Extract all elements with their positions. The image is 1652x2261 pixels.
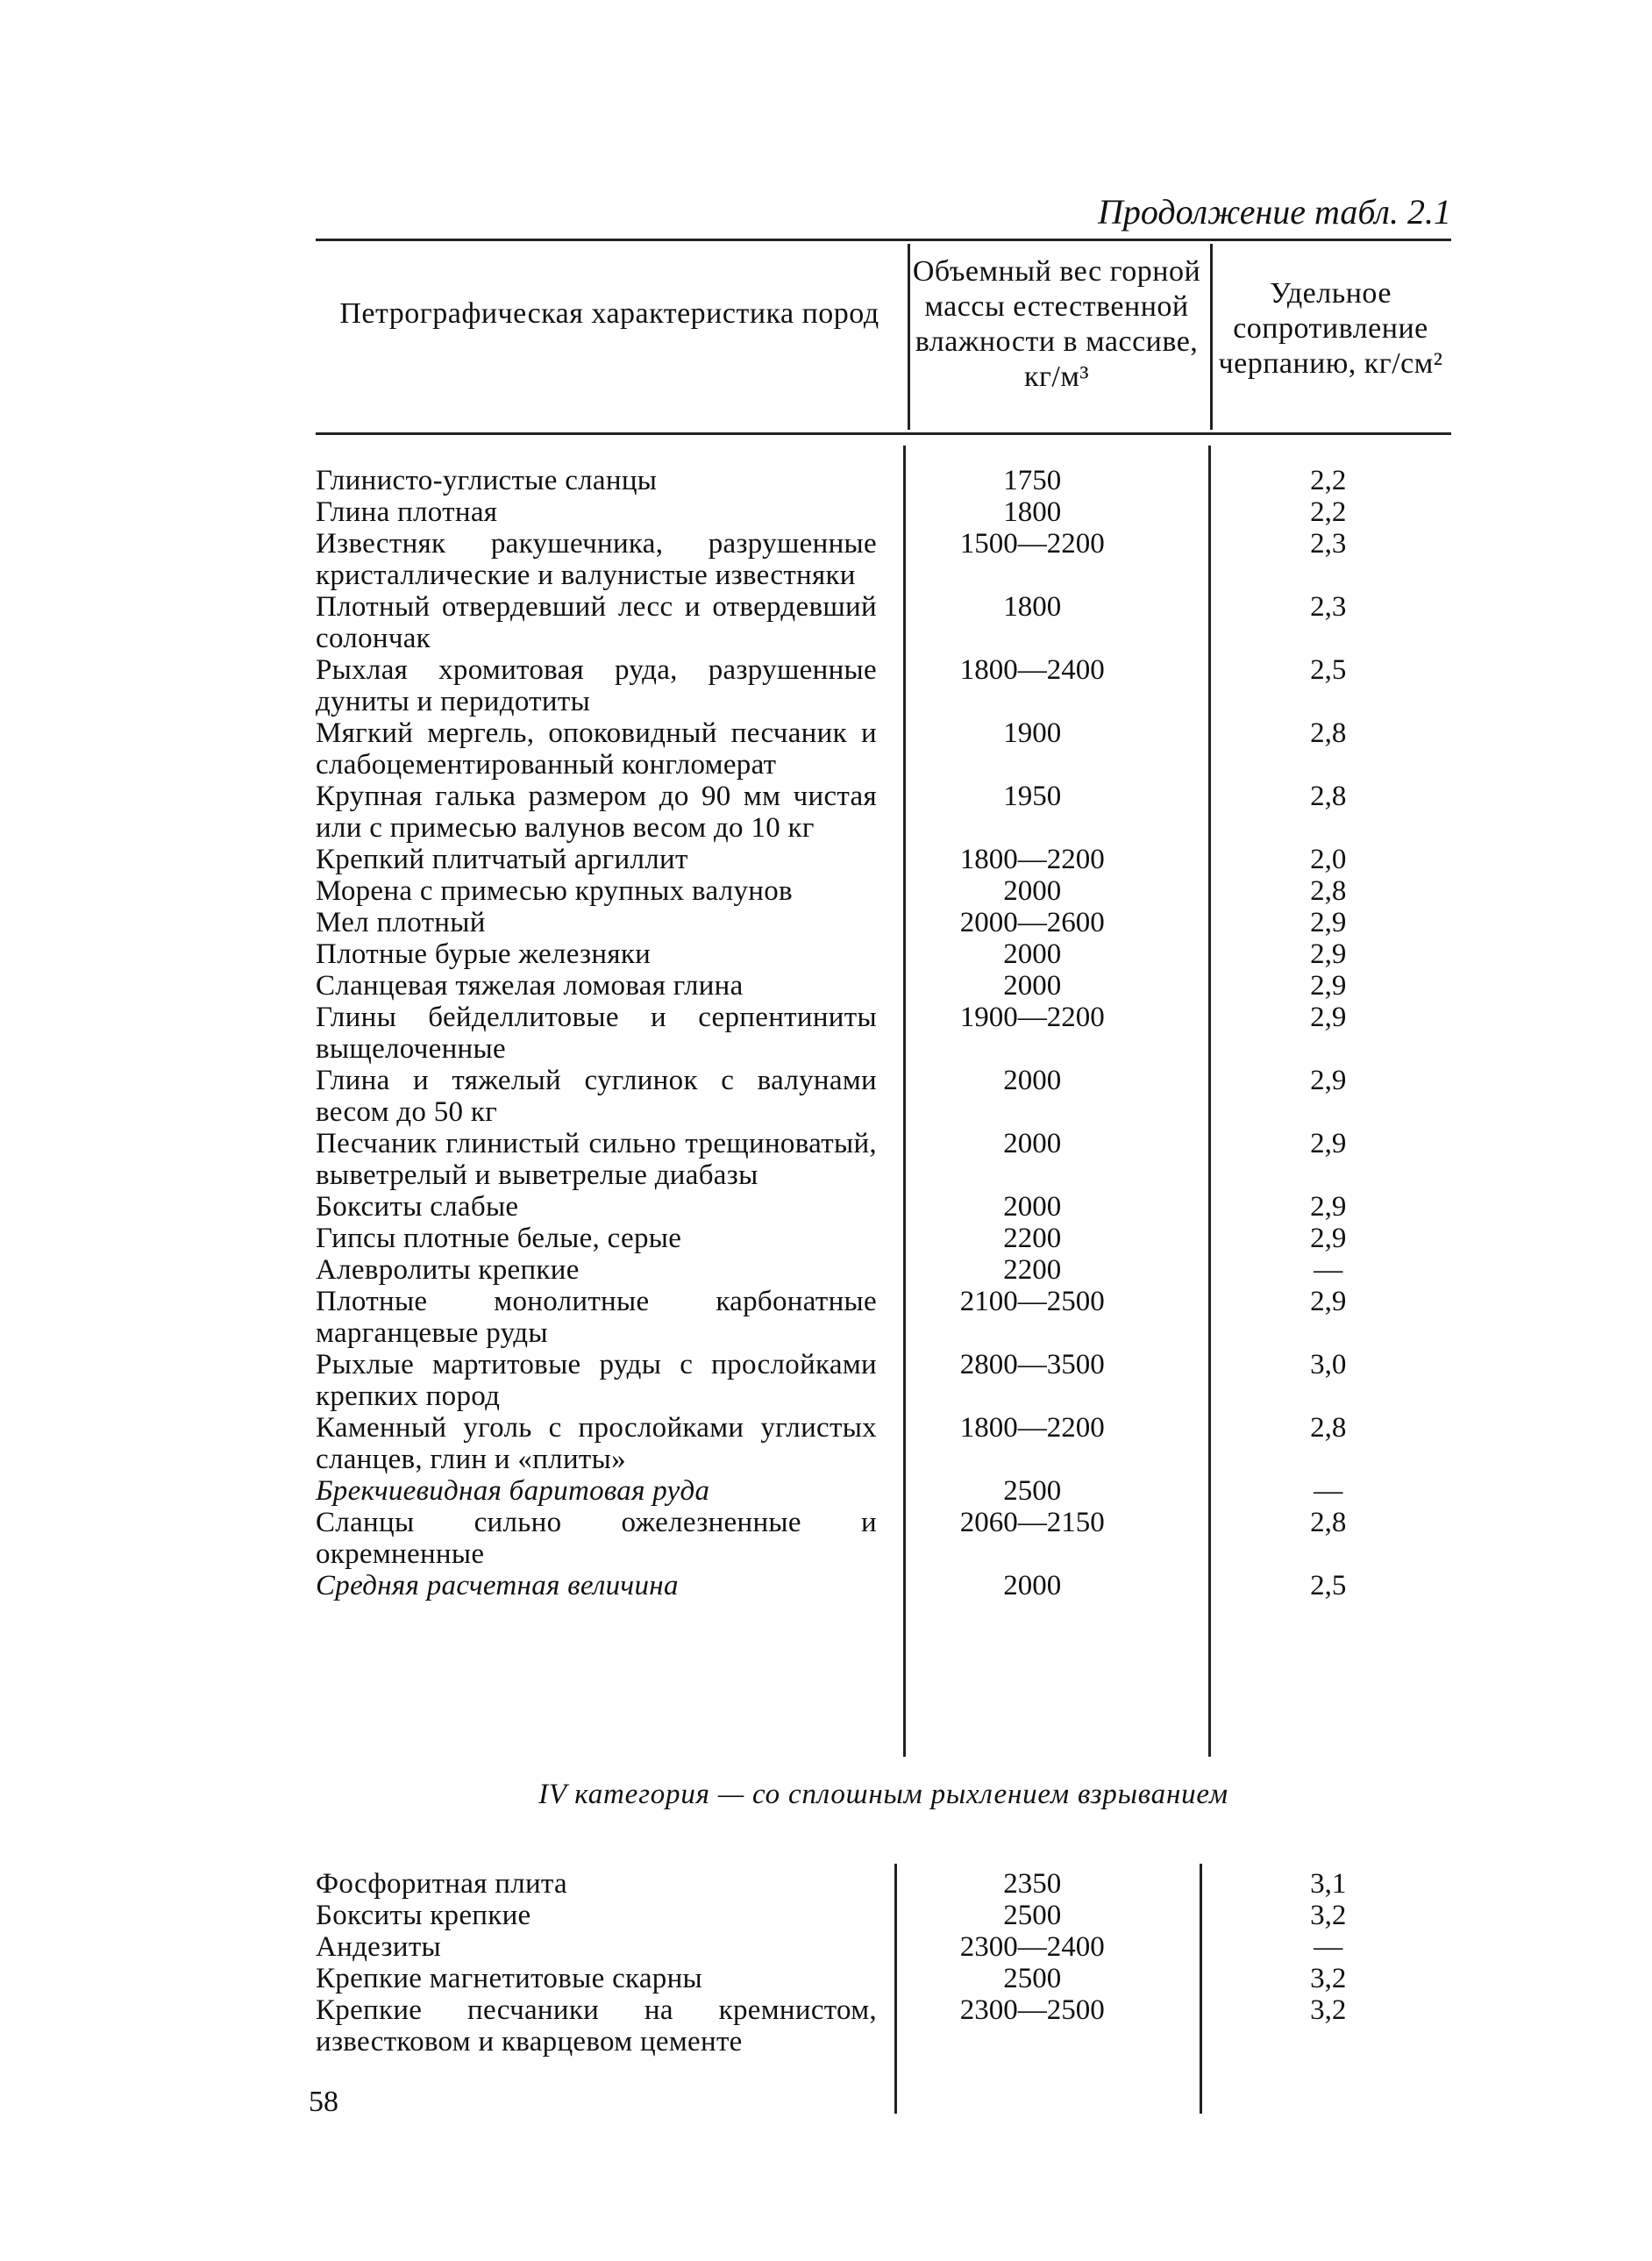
digging-resistance: 2,2 bbox=[1310, 465, 1347, 496]
table-row bbox=[316, 1868, 1451, 1900]
digging-resistance: 2,9 bbox=[1310, 1065, 1347, 1096]
rock-name: Мягкий мергель, опоковидный песчаник и слабоцементированный конгломерат bbox=[316, 717, 877, 781]
digging-resistance: 2,5 bbox=[1310, 1570, 1347, 1601]
volume-weight: 2300—2400 bbox=[959, 1931, 1105, 1963]
volume-weight: 1800—2200 bbox=[959, 844, 1105, 875]
table-row bbox=[316, 875, 1451, 907]
digging-resistance: 2,3 bbox=[1310, 591, 1347, 623]
volume-weight: 2000 bbox=[1003, 1128, 1062, 1159]
category-title: IV категория — со сплошным рыхлением взрыванием bbox=[538, 1779, 1228, 1810]
rock-name: Рыхлая хромитовая руда, разрушенные дуниты и перидотиты bbox=[316, 654, 877, 717]
digging-resistance: 2,9 bbox=[1310, 907, 1347, 938]
table-row bbox=[316, 844, 1451, 875]
digging-resistance: 2,8 bbox=[1310, 781, 1347, 812]
digging-resistance: 2,8 bbox=[1310, 875, 1347, 907]
rock-name: Мел плотный bbox=[316, 907, 486, 938]
rock-name: Плотный отвердевший лесс и отвердевший солончак bbox=[316, 591, 877, 654]
volume-weight: 1800 bbox=[1003, 591, 1062, 623]
volume-weight: 2300—2500 bbox=[959, 1994, 1105, 2026]
rock-name: Морена с примесью крупных валунов bbox=[316, 875, 793, 907]
rock-name: Алевролиты крепкие bbox=[316, 1254, 580, 1286]
volume-weight: 2500 bbox=[1003, 1475, 1062, 1507]
rock-name: Крепкий плитчатый аргиллит bbox=[316, 844, 688, 875]
digging-resistance: 2,8 bbox=[1310, 1507, 1347, 1538]
volume-weight: 2200 bbox=[1003, 1254, 1062, 1286]
volume-weight: 2800—3500 bbox=[959, 1349, 1105, 1380]
rock-name: Андезиты bbox=[316, 1931, 442, 1963]
rock-name: Плотные монолитные карбонатные марганцевые руды bbox=[316, 1286, 877, 1349]
table-row bbox=[316, 496, 1451, 528]
table-caption: Продолжение табл. 2.1 bbox=[1097, 192, 1451, 232]
table-row bbox=[316, 1931, 1451, 1963]
digging-resistance: 3,0 bbox=[1310, 1349, 1347, 1380]
volume-weight: 2000 bbox=[1003, 1191, 1062, 1223]
rock-name: Крупная галька размером до 90 мм чистая или с примесью валунов весом до 10 кг bbox=[316, 781, 877, 844]
digging-resistance: 3,2 bbox=[1310, 1994, 1347, 2026]
volume-weight: 2500 bbox=[1003, 1900, 1062, 1931]
volume-weight: 1800—2200 bbox=[959, 1412, 1105, 1444]
rock-name: Бокситы слабые bbox=[316, 1191, 519, 1223]
digging-resistance: 3,2 bbox=[1310, 1900, 1347, 1931]
table-row bbox=[316, 1994, 1451, 2058]
rock-name: Глина плотная bbox=[316, 496, 498, 528]
header-rock-description: Петрографическая характеристика пород bbox=[339, 297, 879, 330]
rock-name: Рыхлые мартитовые руды с прослойками крепких пород bbox=[316, 1349, 877, 1412]
header-top-rule bbox=[316, 239, 1451, 241]
table-row bbox=[316, 1223, 1451, 1254]
digging-resistance: 2,8 bbox=[1310, 1412, 1347, 1444]
rock-name: Каменный уголь с прослойками углистых сланцев, глин и «плиты» bbox=[316, 1412, 877, 1475]
table-row bbox=[316, 1507, 1451, 1570]
digging-resistance: 3,2 bbox=[1310, 1963, 1347, 1994]
table-row bbox=[316, 591, 1451, 654]
header-volume-weight: Объемный вес горной массы естественной влажности в массиве, кг/м³ bbox=[912, 255, 1201, 393]
rock-name: Брекчиевидная баритовая руда bbox=[316, 1475, 710, 1507]
rock-name: Сланцы сильно ожелезненные и окремненные bbox=[316, 1507, 877, 1570]
table-row bbox=[316, 938, 1451, 970]
volume-weight: 2350 bbox=[1003, 1868, 1062, 1900]
table-row bbox=[316, 1128, 1451, 1191]
volume-weight: 2000 bbox=[1003, 875, 1062, 907]
table-row bbox=[316, 1963, 1451, 1994]
digging-resistance: 2,9 bbox=[1310, 970, 1347, 1002]
rock-name: Фосфоритная плита bbox=[316, 1868, 568, 1900]
rock-name: Крепкие магнетитовые скарны bbox=[316, 1963, 703, 1994]
volume-weight: 1750 bbox=[1003, 465, 1062, 496]
rock-name: Песчаник глинистый сильно трещиноватый, выветрелый и выветрелые диабазы bbox=[316, 1128, 877, 1191]
rock-name: Средняя расчетная величина bbox=[316, 1570, 679, 1601]
header-resistance: Удельное сопротивление черпанию, кг/см² bbox=[1218, 277, 1443, 380]
volume-weight: 1800 bbox=[1003, 496, 1062, 528]
volume-weight: 2060—2150 bbox=[959, 1507, 1105, 1538]
volume-weight: 1900—2200 bbox=[959, 1002, 1105, 1033]
table-row bbox=[316, 1002, 1451, 1065]
table-row bbox=[316, 528, 1451, 591]
table-row bbox=[316, 654, 1451, 717]
table-row bbox=[316, 1412, 1451, 1475]
digging-resistance: — bbox=[1314, 1254, 1343, 1286]
rock-name: Крепкие песчаники на кремнистом, известковом и кварцевом цементе bbox=[316, 1994, 877, 2058]
digging-resistance: 2,8 bbox=[1310, 717, 1347, 749]
rock-name: Известняк ракушечника, разрушенные кристаллические и валунистые известняки bbox=[316, 528, 877, 591]
table-row bbox=[316, 1475, 1451, 1507]
table-row bbox=[316, 717, 1451, 781]
table-row bbox=[316, 465, 1451, 496]
digging-resistance: 2,9 bbox=[1310, 1286, 1347, 1317]
table-row bbox=[316, 1065, 1451, 1128]
volume-weight: 1500—2200 bbox=[959, 528, 1105, 560]
table-row bbox=[316, 1349, 1451, 1412]
volume-weight: 2500 bbox=[1003, 1963, 1062, 1994]
volume-weight: 2000 bbox=[1003, 970, 1062, 1002]
digging-resistance: 2,9 bbox=[1310, 938, 1347, 970]
table-body-part2 bbox=[316, 1868, 1451, 2058]
table-row bbox=[316, 1900, 1451, 1931]
table-row bbox=[316, 1254, 1451, 1286]
table-body-part1 bbox=[316, 465, 1451, 1601]
volume-weight: 1800—2400 bbox=[959, 654, 1105, 686]
volume-weight: 1950 bbox=[1003, 781, 1062, 812]
volume-weight: 2000 bbox=[1003, 938, 1062, 970]
table-row bbox=[316, 1286, 1451, 1349]
volume-weight: 2000—2600 bbox=[959, 907, 1105, 938]
digging-resistance: 2,3 bbox=[1310, 528, 1347, 560]
rock-name: Гипсы плотные белые, серые bbox=[316, 1223, 682, 1254]
volume-weight: 2000 bbox=[1003, 1065, 1062, 1096]
digging-resistance: 2,9 bbox=[1310, 1002, 1347, 1033]
volume-weight: 1900 bbox=[1003, 717, 1062, 749]
digging-resistance: 2,9 bbox=[1310, 1191, 1347, 1223]
rock-name: Сланцевая тяжелая ломовая глина bbox=[316, 970, 744, 1002]
volume-weight: 2100—2500 bbox=[959, 1286, 1105, 1317]
table-row bbox=[316, 1191, 1451, 1223]
rock-name: Плотные бурые железняки bbox=[316, 938, 652, 970]
rock-name: Глины бейделлитовые и серпентиниты выщелоченные bbox=[316, 1002, 877, 1065]
table-row bbox=[316, 1570, 1451, 1601]
table-row bbox=[316, 781, 1451, 844]
volume-weight: 2200 bbox=[1003, 1223, 1062, 1254]
digging-resistance: — bbox=[1314, 1931, 1343, 1963]
rock-name: Глина и тяжелый суглинок с валунами весом до 50 кг bbox=[316, 1065, 877, 1128]
digging-resistance: — bbox=[1314, 1475, 1343, 1507]
rock-name: Бокситы крепкие bbox=[316, 1900, 531, 1931]
digging-resistance: 2,9 bbox=[1310, 1223, 1347, 1254]
rock-name: Глинисто-углистые сланцы bbox=[316, 465, 658, 496]
header-bottom-rule bbox=[316, 432, 1451, 435]
digging-resistance: 2,5 bbox=[1310, 654, 1347, 686]
digging-resistance: 3,1 bbox=[1310, 1868, 1347, 1900]
volume-weight: 2000 bbox=[1003, 1570, 1062, 1601]
digging-resistance: 2,9 bbox=[1310, 1128, 1347, 1159]
page-number: 58 bbox=[309, 2086, 338, 2118]
digging-resistance: 2,0 bbox=[1310, 844, 1347, 875]
digging-resistance: 2,2 bbox=[1310, 496, 1347, 528]
table-row bbox=[316, 907, 1451, 938]
table-row bbox=[316, 970, 1451, 1002]
